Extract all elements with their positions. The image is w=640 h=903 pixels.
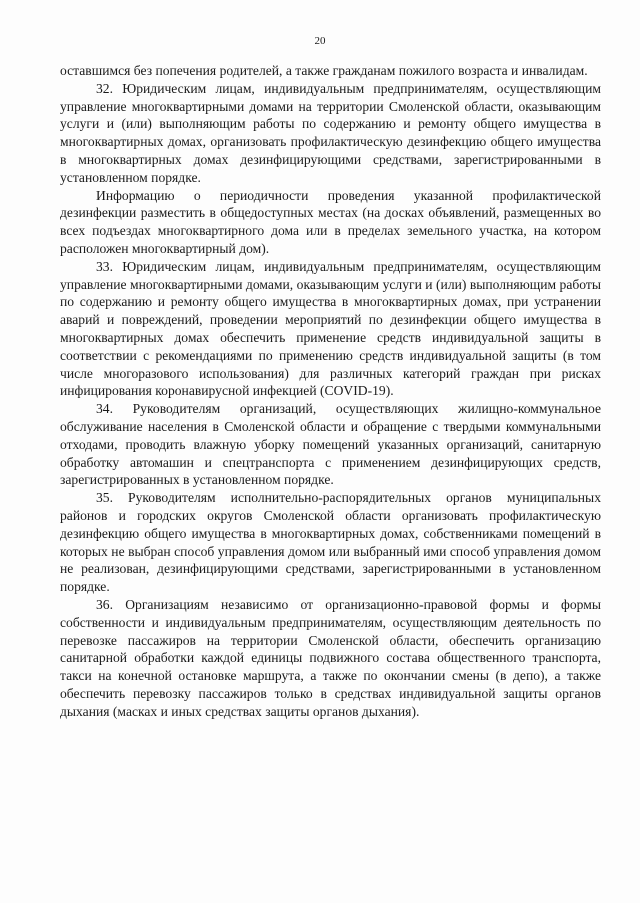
paragraph-continuation: оставшимся без попечения родителей, а также гражданам пожилого возраста и инвалидам. — [60, 63, 588, 78]
paragraph-item-36: 36. Организациям независимо от организационно-правовой формы и формы собственности и индивидуальным предпринимателям, осуществляющим деятельность по перевозке пассажиров на территории Смоленской области, обеспечить организацию санитарной обработки каждой единицы подвижного состава общественного транспорта, такси на конечной остановке маршрута, а также по окончании смены (в депо), а также обеспечить перевозку пассажиров только в средствах индивидуальной защиты органов дыхания (масках и иных средствах защиты органов дыхания). — [60, 596, 601, 719]
paragraph-item-34: 34. Руководителям организаций, осуществляющих жилищно-коммунальное обслуживание населения в Смоленской области и обращение с твердыми коммунальными отходами, проводить влажную уборку помещений указанных организаций, санитарную обработку автомашин и спецтранспорта с применением дезинфицирующих средств, зарегистрированных в установленном порядке. — [60, 401, 601, 488]
paragraph-item-32: 32. Юридическим лицам, индивидуальным предпринимателям, осуществляющим управление многоквартирными домами на территории Смоленской области, оказывающим услуги и (или) выполняющим работы по содержанию и ремонту общего имущества в многоквартирных домах, организовать профилактическую дезинфекцию общего имущества в многоквартирных домах дезинфицирующими средствами, зарегистрированными в установленном порядке. — [60, 80, 601, 185]
paragraph-item-32-info: Информацию о периодичности проведения указанной профилактической дезинфекции разместить в общедоступных местах (на досках объявлений, размещенных во всех подъездах многоквартирного дома или в пределах земельного участка, на котором расположен многоквартирный дом). — [60, 187, 601, 256]
document-body — [60, 62, 601, 720]
paragraph-item-33: 33. Юридическим лицам, индивидуальным предпринимателям, осуществляющим управление многоквартирными домами, оказывающим услуги и (или) выполняющим работы по содержанию и ремонту общего имущества в многоквартирных домах, при устранении аварий и повреждений, проведении мероприятий по дезинфекции общего имущества в многоквартирных домах обеспечить применение средств индивидуальной защиты в соответствии с рекомендациями по применению средств индивидуальной защиты (в том числе многоразового использования) для различных категорий граждан при рисках инфицирования коронавирусной инфекцией (COVID-19). — [60, 258, 601, 399]
page-number: 20 — [314, 35, 326, 47]
paragraph-item-35: 35. Руководителям исполнительно-распорядительных органов муниципальных районов и городских округов Смоленской области организовать профилактическую дезинфекцию общего имущества в многоквартирных домах, собственниками помещений в которых не выбран способ управления домом или выбранный ими способ управления домом не реализован, дезинфицирующими средствами, зарегистрированными в установленном порядке. — [60, 490, 601, 595]
